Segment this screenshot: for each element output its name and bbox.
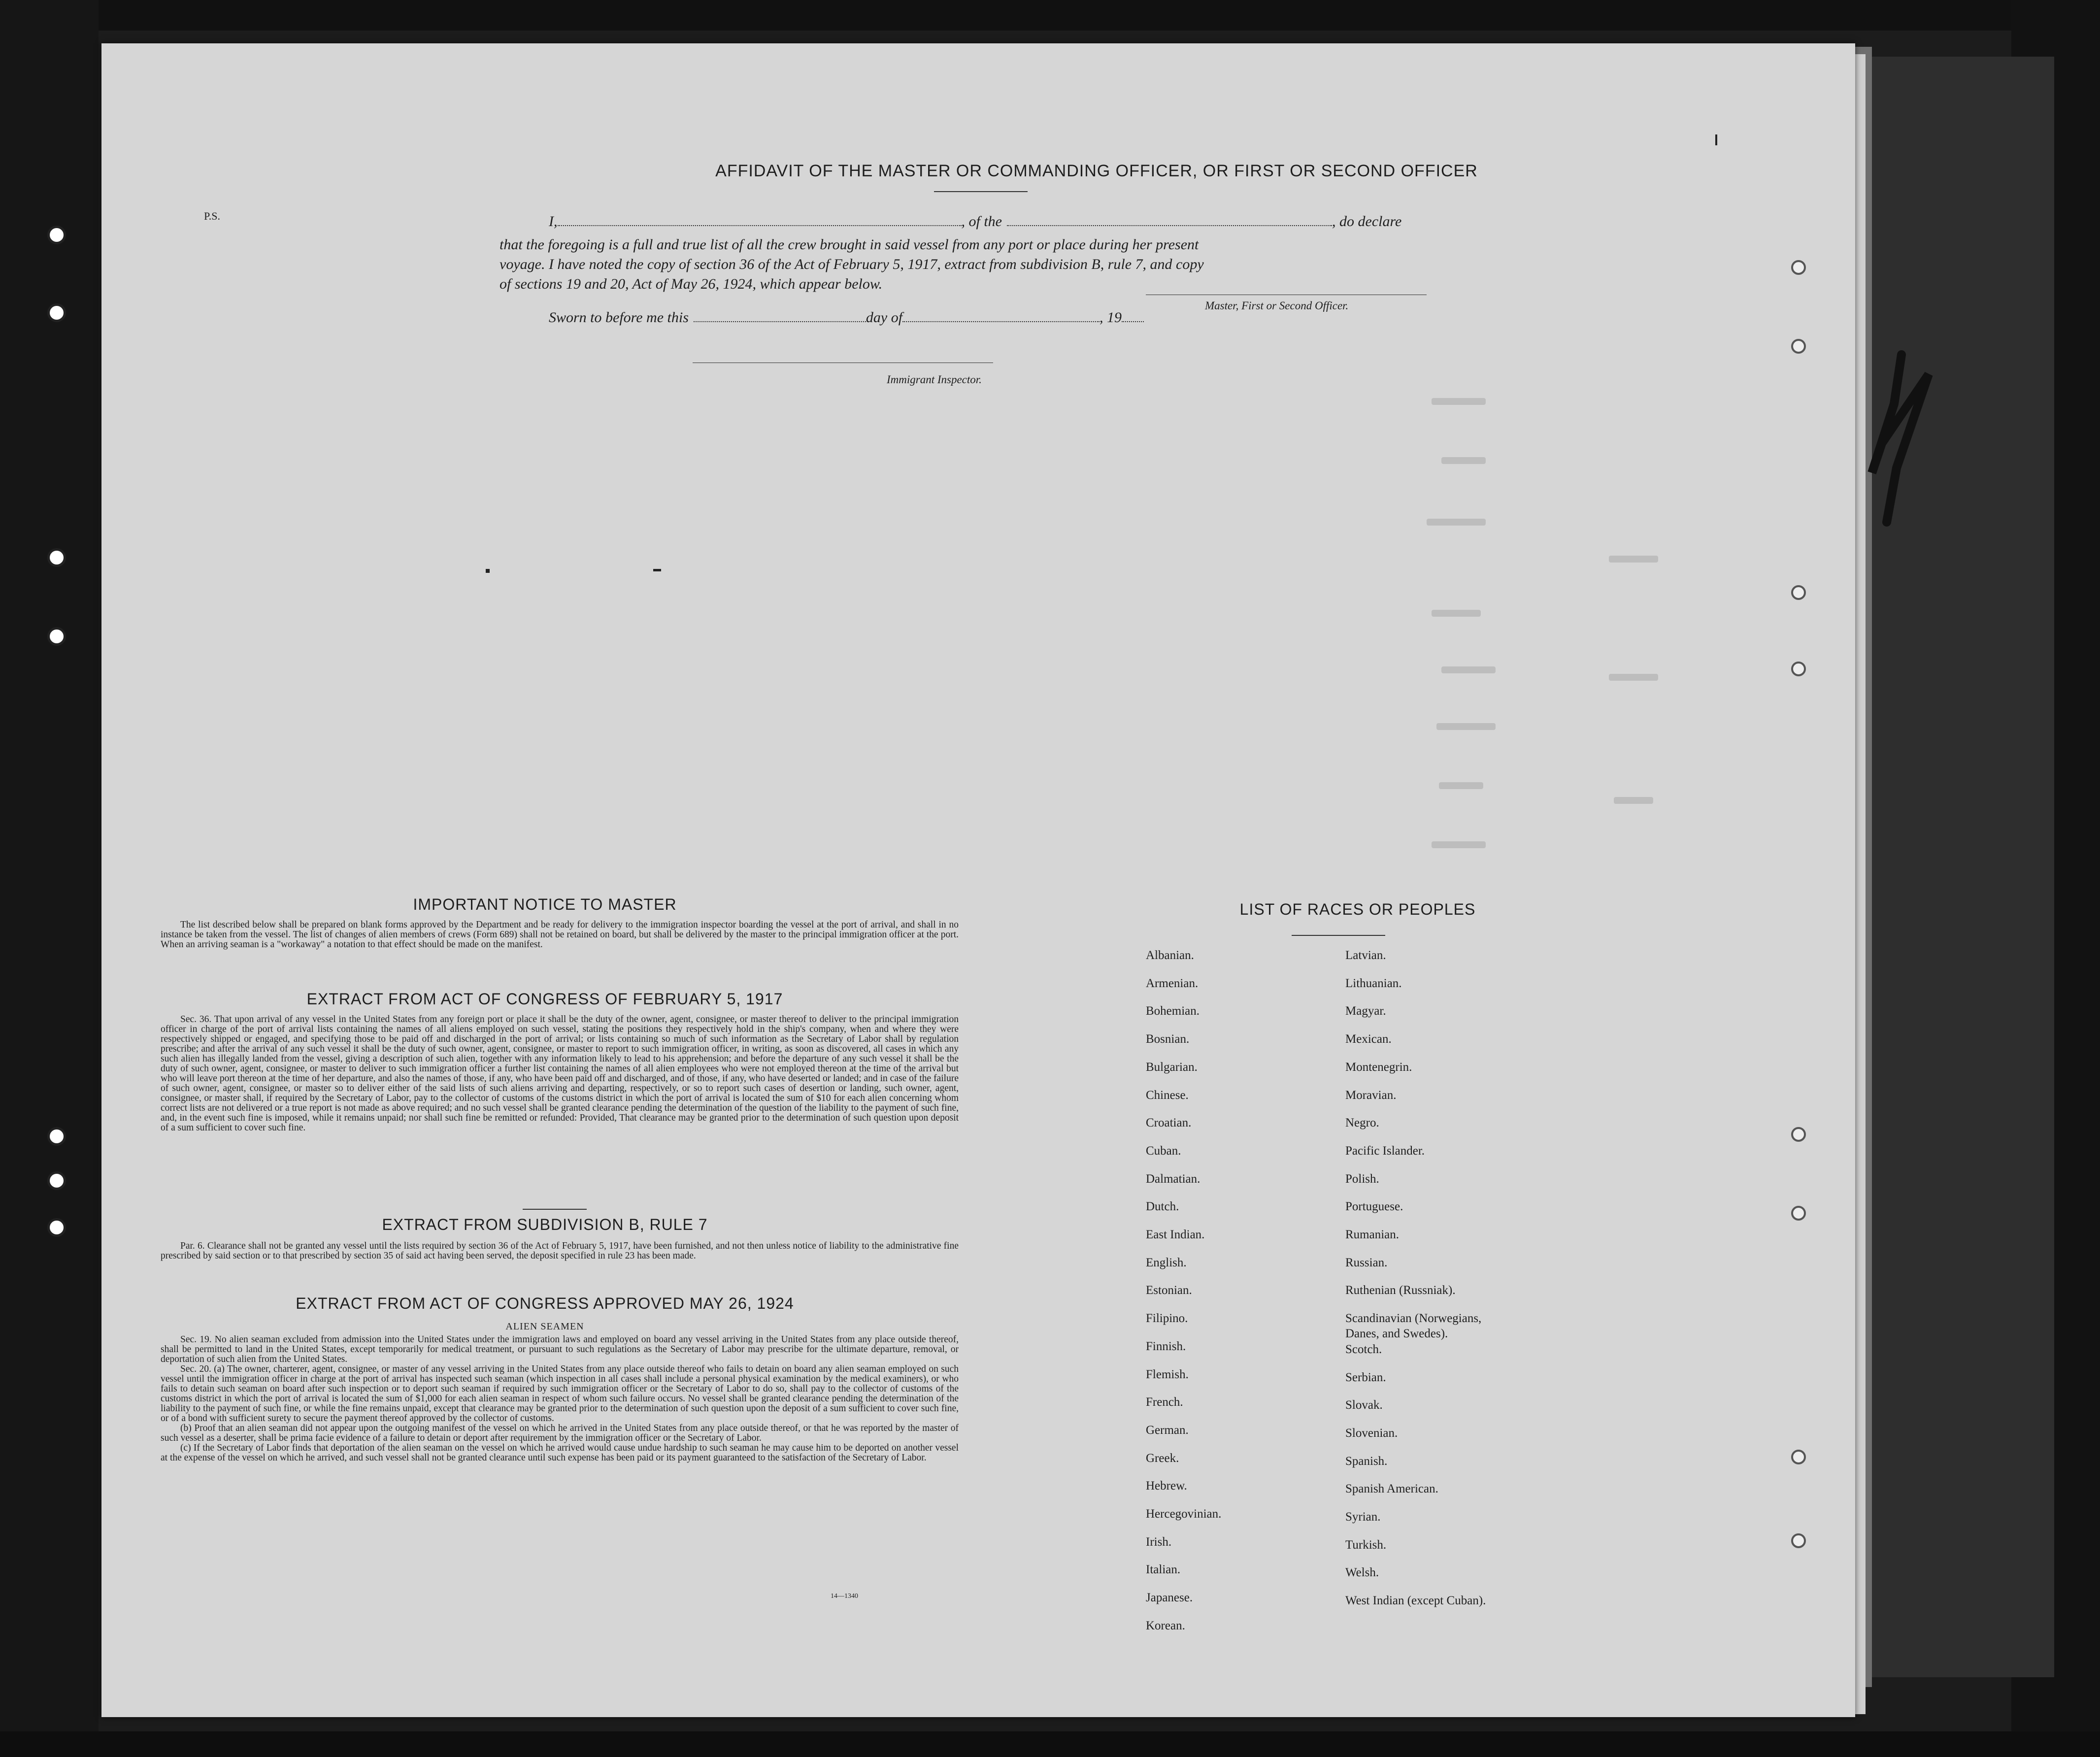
form-code: 14—1340 (831, 1592, 858, 1600)
binder-hole (47, 1171, 66, 1190)
notice-title: IMPORTANT NOTICE TO MASTER (413, 895, 677, 913)
bleed-through-mark (1441, 666, 1496, 673)
race-item: French. (1146, 1395, 1183, 1409)
race-item: Mexican. (1345, 1032, 1392, 1046)
rule7-text (161, 1241, 959, 1261)
bleed-through-hole (1791, 585, 1806, 600)
race-item: Slovenian. (1345, 1426, 1398, 1440)
sworn-day-of: day of (866, 309, 903, 326)
race-item: Korean. (1146, 1619, 1185, 1632)
day-blank (694, 310, 866, 322)
affidavit-line-1 (549, 213, 1401, 230)
act1924-title: EXTRACT FROM ACT OF CONGRESS APPROVED MAY 26, 1924 (296, 1294, 794, 1312)
page-edge (1855, 54, 1866, 1714)
race-item: German. (1146, 1423, 1189, 1437)
race-item: Rumanian. (1345, 1228, 1400, 1241)
race-item: Irish. (1146, 1535, 1172, 1549)
stray-mark (486, 569, 490, 573)
binder-hole (47, 627, 66, 646)
race-item: Polish. (1345, 1172, 1379, 1186)
binder-hole (47, 303, 66, 322)
affidavit-line-4: of sections 19 and 20, Act of May 26, 1924, which appear below. (500, 276, 883, 292)
act1917-paragraph: Sec. 36. That upon arrival of any vessel in the United States from any foreign port or place it shall be the duty of the owner, agent, consignee, or master thereof to deliver to the principal immigration officer in charge of the port of arrival lists containing the names of all aliens employed on such vessel, stating the positions they respectively hold in the ship's company, when and where they were respectively shipped or engaged, and specifying those to be paid off and discharged in the port of arrival; or lists containing so much of such information as the Secretary of Labor shall by regulation prescribe; and after the arrival of any such vessel it shall be the duty of such owner, agent, consignee, or master to report to such immigration officer, in writing, as soon as discovered, all cases in which any such alien has illegally landed from the vessel, giving a description of such alien, together with any information likely to lead to his apprehension; and before the departure of any such vessel it shall be the duty of such owner, agent, consignee, or master to deliver to such immigration officer a further list containing the names of all alien employees who were not employed thereon at the time of the arrival but who will leave port thereon at the time of her departure, and also the names of those, if any, who have been paid off and discharged, and of those, if any, who have deserted or landed; and in case of the failure of such owner, agent, consignee, or master so to deliver either of the said lists of such aliens arriving and departing, respectively, or so to report such cases of desertion or landing, such owner, agent, consignee, or master shall, if required by the Secretary of Labor, pay to the collector of customs of the customs district in which the port of arrival is located the sum of $10 for each alien concerning whom correct lists are not delivered or a true report is not made as above required; and no such vessel shall be granted clearance pending the determination of the question of the liability to the payment of such fine, and, in the event such fine is imposed, while it remains unpaid; nor shall such fine be remitted or refunded: Provided, That clearance may be granted prior to the determination of such question upon deposit of a sum sufficient to cover such fine. (161, 1014, 959, 1133)
affidavit-line-2: that the foregoing is a full and true list of all the crew brought in said vessel from any port or place during her present (500, 236, 1199, 253)
race-item: Montenegrin. (1345, 1060, 1412, 1074)
scanner-frame-left (0, 0, 99, 1757)
act1924-subtitle: ALIEN SEAMEN (505, 1321, 584, 1332)
race-item: Bosnian. (1146, 1032, 1190, 1046)
act1917-text (161, 1015, 959, 1133)
binder-hole (47, 548, 66, 567)
affidavit-do-declare: , do declare (1332, 213, 1402, 230)
stray-mark (653, 569, 661, 571)
year-blank (1122, 310, 1144, 322)
race-item: Serbian. (1345, 1370, 1386, 1384)
race-item: Flemish. (1146, 1367, 1189, 1381)
binder-hole (47, 1127, 66, 1146)
bleed-through-hole (1791, 1450, 1806, 1464)
race-item: Turkish. (1345, 1538, 1387, 1552)
title-rule (934, 191, 1028, 192)
bleed-through-mark (1614, 797, 1653, 804)
binder-hole (47, 226, 66, 244)
bleed-through-mark (1436, 723, 1496, 730)
race-item: Latvian. (1345, 949, 1386, 962)
sec20a-paragraph: Sec. 20. (a) The owner, charterer, agent, consignee, or master of any vessel arriving in the United States from any place outside thereof who fails to detain on board any alien seaman employed on such vessel until the immigration officer in charge at the port of arrival has inspected such seaman (which inspection in all cases shall include a personal physical examination by the medical examiners), or who fails to detain such seaman on board after such inspection or to deport such seaman if required by such immigration officer or the Secretary of Labor to do so, shall pay to the collector of customs of the customs district in which the port of arrival is located the sum of $1,000 for each alien seaman in respect of whom such failure occurs. No vessel shall be granted clearance pending the determination of the liability to the payment of such fine, or while the fine remains unpaid, except that clearance may be granted prior to the determination of such question upon the deposit of a sum sufficient to cover such fine, or of a bond with sufficient surety to secure the payment thereof approved by the collector of customs. (161, 1364, 959, 1424)
race-item: Pacific Islander. (1345, 1144, 1425, 1158)
race-item: East Indian. (1146, 1228, 1205, 1241)
race-item: Scotch. (1345, 1342, 1382, 1356)
vessel-blank (1007, 214, 1332, 226)
scanner-frame-bottom (0, 1731, 2100, 1757)
bleed-through-hole (1791, 1206, 1806, 1221)
race-item: Syrian. (1345, 1510, 1381, 1524)
race-item: Welsh. (1345, 1566, 1379, 1580)
affidavit-of-the: , of the (961, 213, 1002, 230)
act1924-text (161, 1335, 959, 1463)
race-item: Slovak. (1345, 1398, 1383, 1412)
race-item: Spanish American. (1345, 1482, 1438, 1496)
race-item: Filipino. (1146, 1312, 1188, 1326)
race-item: Dutch. (1146, 1200, 1179, 1214)
affidavit-line-3: voyage. I have noted the copy of section 36 of the Act of February 5, 1917, extract from subdivision B, rule 7, and copy (500, 256, 1204, 272)
race-item: Spanish. (1345, 1454, 1388, 1468)
stray-mark (1715, 134, 1717, 145)
race-item: Dalmatian. (1146, 1172, 1200, 1186)
race-item: Scandinavian (Norwegians, (1345, 1312, 1482, 1326)
bleed-through-hole (1791, 1127, 1806, 1142)
race-item: Finnish. (1146, 1339, 1186, 1353)
affidavit-i: I, (549, 213, 558, 230)
bleed-through-mark (1439, 782, 1483, 789)
race-item: Moravian. (1345, 1088, 1397, 1102)
race-item: Bulgarian. (1146, 1060, 1198, 1074)
bleed-through-mark (1432, 841, 1486, 848)
month-blank (902, 310, 1100, 322)
sworn-prefix: Sworn to before me this (549, 309, 689, 326)
race-item: Lithuanian. (1345, 976, 1402, 990)
sec20b-paragraph: (b) Proof that an alien seaman did not appear upon the outgoing manifest of the vessel on which he arrived in the United States from any place outside thereof, or that he was reported by the master of such vessel as a deserter, shall be prima facie evidence of a failure to detain or deport after requirement by the immigration officer or the Secretary of Labor. (161, 1423, 959, 1443)
race-item: Italian. (1146, 1563, 1181, 1577)
binder-hole (47, 1218, 66, 1237)
race-item: Portuguese. (1345, 1200, 1403, 1214)
master-signature-label: Master, First or Second Officer. (1205, 299, 1349, 312)
race-item: Cuban. (1146, 1144, 1181, 1158)
notice-text (161, 920, 959, 950)
sworn-line (549, 309, 1144, 326)
sworn-year: , 19 (1100, 309, 1122, 326)
race-item: Bohemian. (1146, 1004, 1200, 1018)
race-item: Magyar. (1345, 1004, 1386, 1018)
bleed-through-mark (1609, 674, 1658, 681)
race-item: Ruthenian (Russniak). (1345, 1284, 1456, 1297)
race-item: English. (1146, 1256, 1187, 1269)
scanner-frame-top (0, 0, 2100, 31)
bleed-through-hole (1791, 662, 1806, 676)
rule7-paragraph: Par. 6. Clearance shall not be granted any vessel until the lists required by section 36 of the Act of February 5, 1917, have been furnished, and not then unless notice of liability to the administrative fine prescribed by said section or to that prescribed by section 35 of said act having been served, the deposit specified in rule 23 has been made. (161, 1241, 959, 1261)
bleed-through-hole (1791, 1533, 1806, 1548)
sec19-paragraph: Sec. 19. No alien seaman excluded from admission into the United States under the immigration laws and employed on board any vessel arriving in the United States from any place outside thereof, shall be permitted to land in the United States, except temporarily for medical treatment, or pursuant to such regulations as the Secretary of Labor may prescribe for the ultimate departure, removal, or deportation of such alien from the United States. (161, 1334, 959, 1364)
affidavit-title: AFFIDAVIT OF THE MASTER OR COMMANDING OFFICER, OR FIRST OR SECOND OFFICER (715, 162, 1478, 180)
handwritten-check-mark (1842, 345, 1941, 532)
race-item: Greek. (1146, 1451, 1179, 1465)
race-item: Croatian. (1146, 1116, 1192, 1130)
race-item: Japanese. (1146, 1591, 1193, 1605)
rule7-title: EXTRACT FROM SUBDIVISION B, RULE 7 (382, 1216, 708, 1233)
race-item: Russian. (1345, 1256, 1388, 1269)
race-item: West Indian (except Cuban). (1345, 1594, 1486, 1608)
margin-mark: P.S. (204, 210, 221, 222)
race-item: Danes, and Swedes). (1345, 1326, 1448, 1340)
inspector-signature-label: Immigrant Inspector. (887, 373, 982, 386)
bleed-through-hole (1791, 339, 1806, 354)
bleed-through-mark (1609, 556, 1658, 563)
bleed-through-mark (1432, 610, 1481, 617)
bleed-through-mark (1441, 457, 1486, 464)
race-item: Negro. (1345, 1116, 1379, 1130)
race-item: Chinese. (1146, 1088, 1189, 1102)
bleed-through-mark (1432, 398, 1486, 405)
race-item: Hercegovinian. (1146, 1507, 1222, 1521)
sec20c-paragraph: (c) If the Secretary of Labor finds that deportation of the alien seaman on the vessel on which he arrived would cause undue hardship to such seaman he may cause him to be deported on another vessel at the expense of the vessel on which he arrived, and such vessel shall not be granted clearance until such expense has been paid or its payment guaranteed to the satisfaction of the Secretary of Labor. (161, 1443, 959, 1463)
act1917-title: EXTRACT FROM ACT OF CONGRESS OF FEBRUARY 5, 1917 (306, 990, 783, 1008)
races-title: LIST OF RACES OR PEOPLES (1239, 900, 1476, 918)
race-item: Albanian. (1146, 949, 1194, 962)
races-title-rule (1292, 935, 1385, 936)
name-blank (558, 214, 962, 226)
race-item: Hebrew. (1146, 1479, 1187, 1493)
section-rule (523, 1209, 587, 1210)
document-page (101, 43, 1855, 1717)
notice-paragraph: The list described below shall be prepared on blank forms approved by the Department and be ready for delivery to the immigration inspector boarding the vessel at the port of arrival, and shall in no instance be taken from the vessel. The list of changes of alien members of crews (Form 689) shall not be retained on board, but shall be delivered by the master to the principal immigration officer at the port. When an arriving seaman is a "workaway" a notation to that effect should be made on the manifest. (161, 920, 959, 950)
bleed-through-mark (1427, 519, 1486, 526)
race-item: Armenian. (1146, 976, 1199, 990)
race-item: Estonian. (1146, 1284, 1192, 1297)
bleed-through-hole (1791, 260, 1806, 275)
